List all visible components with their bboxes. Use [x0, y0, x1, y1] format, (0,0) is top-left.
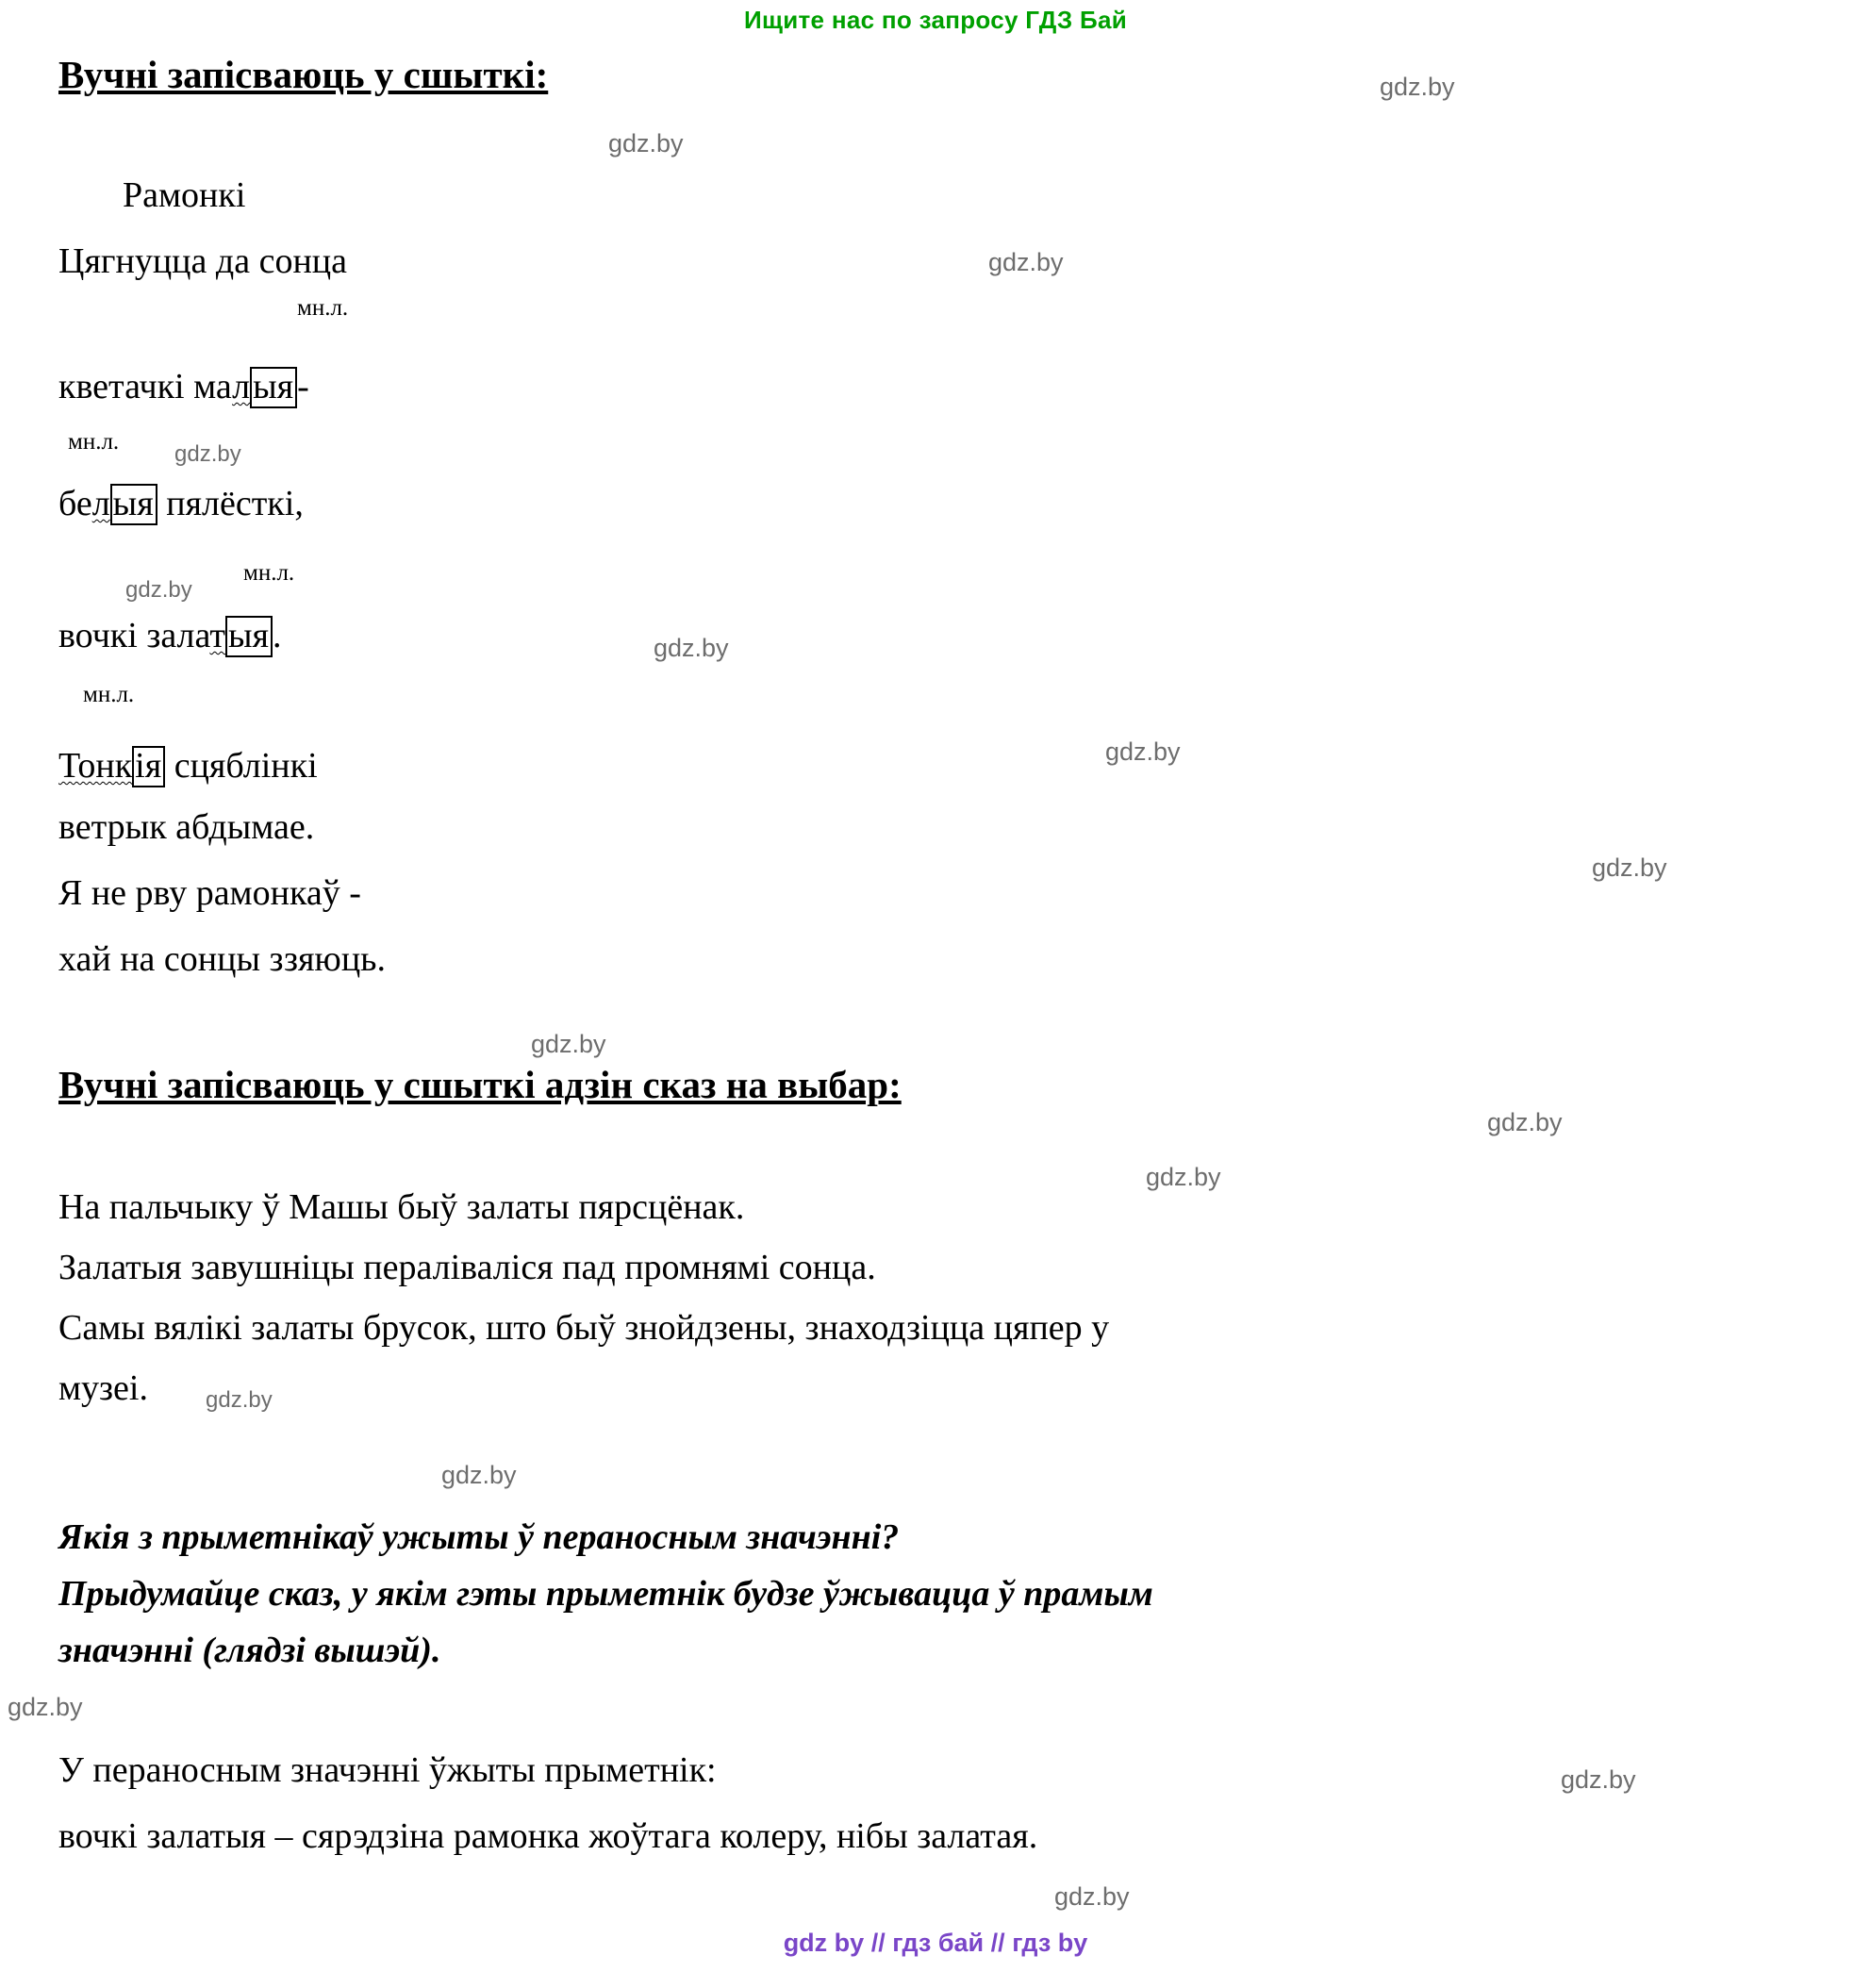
- heading-one-sentence: Вучні запісваюць у сшыткі адзін сказ на выбар:: [58, 1063, 902, 1106]
- sentence-3-cont: музеі.: [58, 1368, 148, 1408]
- grammar-mark-2: мн.л.: [68, 429, 120, 455]
- answer-line-2: вочкі залатыя – сярэдзіна рамонка жоўтага колеру, нібы залатая.: [58, 1816, 1038, 1856]
- footer-link-gdz-by[interactable]: gdz by: [783, 1929, 865, 1957]
- poem-line-1: Цягнуцца да сонца: [58, 241, 347, 281]
- footer-link-gdz-bai[interactable]: гдз бай: [892, 1929, 985, 1957]
- watermark: gdz.by: [608, 129, 684, 157]
- question-line-3: значэнні (глядзі вышэй).: [58, 1631, 441, 1670]
- poem-line-2-post: -: [297, 367, 309, 406]
- answer-line-1: У пераносным значэнні ўжыты прыметнік:: [58, 1750, 717, 1790]
- poem-line-3-wavy: л: [91, 484, 110, 523]
- watermark: gdz.by: [174, 441, 241, 467]
- footer-separator-1: //: [870, 1929, 886, 1957]
- poem-title: Рамонкі: [123, 175, 246, 215]
- top-banner: Ищите нас по запросу ГДЗ Бай: [744, 6, 1127, 34]
- poem-line-2-wavy: л: [232, 367, 251, 406]
- watermark: gdz.by: [125, 577, 192, 603]
- poem-line-5: [58, 745, 318, 787]
- watermark: gdz.by: [1054, 1882, 1130, 1911]
- sentence-3: Самы вялікі залаты брусок, што быў знойдзены, знаходзіцца цяпер у: [58, 1308, 1110, 1348]
- poem-line-2-boxed: ыя: [250, 367, 297, 408]
- watermark: gdz.by: [1380, 73, 1455, 101]
- poem-line-4: [58, 615, 282, 657]
- grammar-mark-1: мн.л.: [297, 295, 349, 321]
- question-line-2: Прыдумайце сказ, у якім гэты прыметнік будзе ўжывацца ў прамым: [58, 1574, 1153, 1614]
- watermark: gdz.by: [441, 1461, 517, 1489]
- watermark: gdz.by: [531, 1030, 606, 1058]
- watermark: gdz.by: [654, 634, 729, 662]
- heading-students-write: Вучні запісваюць у сшыткі:: [58, 53, 549, 96]
- poem-line-4-boxed: ыя: [225, 616, 273, 657]
- poem-line-3: [58, 483, 304, 525]
- footer-links: [0, 1929, 1871, 1958]
- watermark: gdz.by: [8, 1693, 83, 1721]
- poem-line-5-pre: Тонк: [58, 746, 133, 786]
- watermark: gdz.by: [1146, 1163, 1221, 1191]
- footer-separator-2: //: [990, 1929, 1005, 1957]
- watermark: gdz.by: [206, 1387, 273, 1413]
- poem-line-5-boxed: ія: [132, 746, 165, 787]
- watermark: gdz.by: [1487, 1108, 1563, 1136]
- poem-line-8: хай на сонцы ззяюць.: [58, 939, 386, 979]
- poem-line-3-post: пялёсткі,: [157, 484, 304, 523]
- question-line-1: Якія з прыметнікаў ужыты ў пераносным значэнні?: [58, 1517, 900, 1557]
- footer-link-gdz-by-cyr[interactable]: гдз by: [1012, 1929, 1088, 1957]
- poem-line-6: ветрык абдымае.: [58, 807, 315, 847]
- poem-line-2-pre: кветачкі ма: [58, 367, 233, 406]
- grammar-mark-3: мн.л.: [243, 560, 295, 586]
- watermark: gdz.by: [1592, 853, 1667, 882]
- grammar-mark-4: мн.л.: [83, 682, 135, 707]
- sentence-1: На пальчыку ў Машы быў залаты пярсцёнак.: [58, 1187, 745, 1227]
- sentence-2: Залатыя завушніцы пераліваліся пад промнямі сонца.: [58, 1248, 876, 1287]
- poem-line-3-boxed: ыя: [110, 484, 157, 525]
- poem-line-4-pre: вочкі зала: [58, 616, 210, 655]
- watermark: gdz.by: [988, 248, 1064, 276]
- watermark: gdz.by: [1105, 737, 1181, 766]
- poem-line-2: [58, 366, 309, 408]
- poem-line-7: Я не рву рамонкаў -: [58, 873, 361, 913]
- watermark: gdz.by: [1561, 1765, 1636, 1794]
- poem-line-4-wavy: т: [209, 616, 225, 655]
- poem-line-5-post: сцяблінкі: [165, 746, 318, 786]
- poem-line-4-post: .: [273, 616, 282, 655]
- poem-line-3-pre: бе: [58, 484, 92, 523]
